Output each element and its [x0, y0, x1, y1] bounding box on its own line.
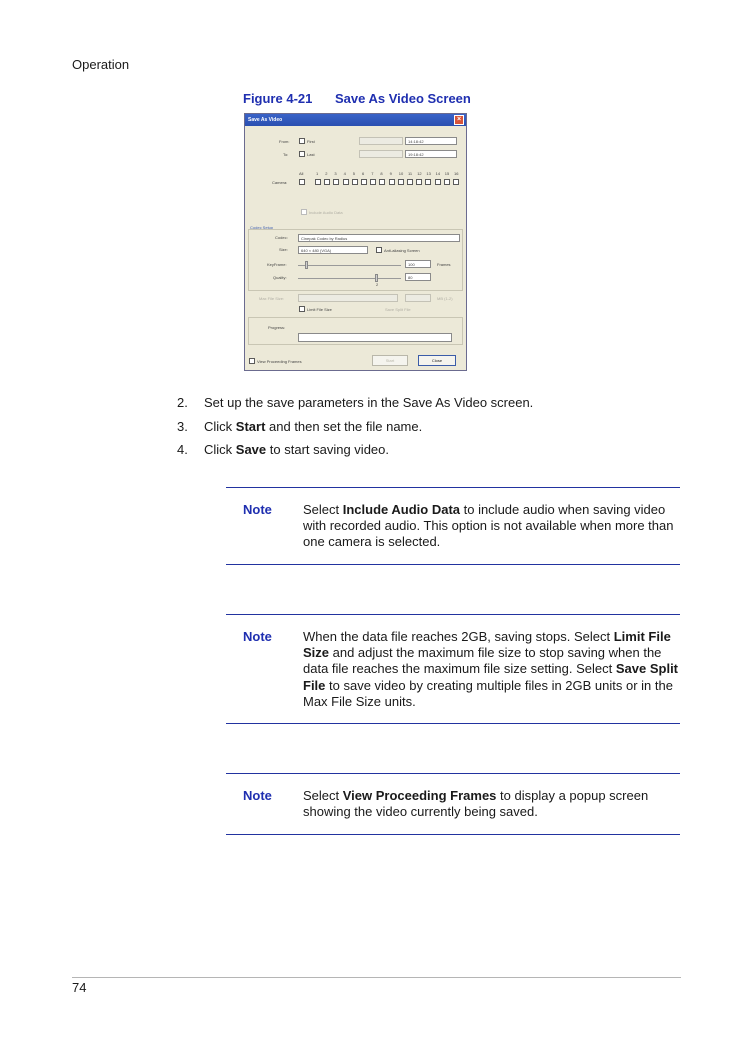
include-audio-label: Include Audio Data — [309, 210, 343, 215]
step-number: 3. — [177, 418, 188, 434]
close-button[interactable]: Close — [418, 355, 456, 366]
camera-number-label: 5 — [352, 171, 356, 176]
codec-select[interactable] — [298, 234, 460, 242]
from-date-field[interactable] — [359, 137, 403, 145]
camera-number-label: 1 — [316, 171, 319, 176]
dialog-title: Save As Video — [248, 117, 283, 123]
quality-slider-mark: 2 — [376, 282, 379, 287]
quality-field[interactable] — [405, 273, 431, 281]
note-text: When the data file reaches 2GB, saving stops. Select Limit File Size and adjust the maximum file size to stop saving when the data file reaches the maximum file size setting. Select Save Split File to save video by creating multiple files in 2GB units or in the Max File Size units. — [303, 629, 679, 709]
camera-number-label: 9 — [389, 171, 392, 176]
camera-number-label: 16 — [454, 171, 459, 176]
figure-caption — [243, 91, 471, 106]
quality-label: Quality: — [273, 275, 287, 280]
dialog-titlebar — [245, 114, 466, 126]
camera-number-label: 7 — [371, 171, 374, 176]
codec-setup-label: Codec Setup — [250, 225, 274, 230]
camera-checkbox[interactable] — [324, 179, 330, 185]
camera-checkbox[interactable] — [435, 179, 441, 185]
view-proceeding-label: View Proceeding Frames — [257, 359, 302, 364]
camera-checkbox[interactable] — [361, 179, 367, 185]
note-file-size — [226, 614, 680, 724]
mb-label: MB (1-2) — [437, 296, 453, 301]
first-label: First — [307, 139, 315, 144]
frames-label: Frames — [437, 262, 451, 267]
step-text: Click Start and then set the file name. — [204, 418, 423, 434]
max-file-size-field[interactable] — [405, 294, 431, 302]
last-checkbox[interactable] — [299, 151, 305, 157]
camera-checkbox[interactable] — [370, 179, 376, 185]
size-label: Size: — [279, 247, 288, 252]
close-icon[interactable]: × — [454, 115, 464, 125]
camera-checkbox[interactable] — [389, 179, 395, 185]
progress-bar — [298, 333, 452, 342]
size-value: 640 × 480 (VGA) — [301, 248, 332, 253]
to-date-field[interactable] — [359, 150, 403, 158]
note-text: Select View Proceeding Frames to display a popup screen showing the video currently being saved. — [303, 788, 649, 820]
progress-label: Progress: — [268, 325, 286, 330]
camera-number-label: 10 — [398, 171, 404, 176]
camera-checkbox[interactable] — [407, 179, 413, 185]
camera-checkbox[interactable] — [398, 179, 404, 185]
quality-slider[interactable] — [298, 278, 401, 279]
camera-checkbox[interactable] — [379, 179, 385, 185]
note-label: Note — [243, 629, 272, 644]
camera-label: Camera: — [272, 180, 288, 185]
quality-slider-thumb[interactable] — [375, 274, 378, 282]
note-label: Note — [243, 502, 272, 517]
step-item — [177, 415, 533, 439]
to-time-field[interactable] — [405, 150, 457, 158]
step-number: 2. — [177, 395, 188, 410]
camera-number-label: 8 — [380, 171, 383, 176]
camera-checkbox[interactable] — [425, 179, 431, 185]
step-item — [177, 438, 533, 462]
step-item — [177, 391, 533, 415]
note-text: Select Include Audio Data to include audio when saving video with recorded audio. This option is not available when more than one camera is selected. — [303, 502, 674, 550]
limit-file-size-checkbox[interactable] — [299, 306, 305, 312]
keyframe-slider-thumb[interactable] — [305, 261, 308, 269]
camera-number-label: 4 — [343, 171, 346, 176]
camera-all-checkbox[interactable] — [299, 179, 305, 185]
camera-number-label: 2 — [325, 171, 328, 176]
from-time-field[interactable] — [405, 137, 457, 145]
last-label: Last — [307, 152, 315, 157]
camera-checkbox[interactable] — [416, 179, 422, 185]
camera-checkbox[interactable] — [444, 179, 450, 185]
page-number: 74 — [72, 980, 87, 995]
anti-aliasing-checkbox[interactable] — [376, 247, 382, 253]
size-select[interactable] — [298, 246, 368, 254]
to-time-value: 19:18:42 — [408, 152, 424, 157]
note-include-audio — [226, 487, 680, 565]
max-file-size-slider[interactable] — [298, 294, 398, 302]
save-as-video-dialog — [244, 113, 467, 371]
camera-number-label: 11 — [408, 171, 413, 176]
footer-divider — [72, 977, 681, 978]
keyframe-field[interactable] — [405, 260, 431, 268]
start-button[interactable]: Start — [372, 355, 408, 366]
note-label: Note — [243, 788, 272, 803]
camera-checkbox[interactable] — [315, 179, 321, 185]
codec-value: Cinepak Codec by Radius — [301, 236, 348, 241]
keyframe-label: KeyFrame: — [267, 262, 287, 267]
camera-checkbox[interactable] — [343, 179, 349, 185]
camera-checkbox[interactable] — [352, 179, 358, 185]
max-file-size-label: Max File Size: — [259, 296, 285, 301]
step-text: Set up the save parameters in the Save As Video screen. — [204, 395, 534, 410]
first-checkbox[interactable] — [299, 138, 305, 144]
include-audio-checkbox[interactable] — [301, 209, 307, 215]
save-split-file-label: Save Split File — [385, 307, 411, 312]
to-label: To: — [283, 152, 289, 157]
note-view-proceeding — [226, 773, 680, 835]
quality-value: 80 — [408, 275, 413, 280]
section-header: Operation — [72, 57, 130, 72]
camera-all-label: All — [299, 171, 304, 176]
step-text: Click Save to start saving video. — [204, 442, 389, 457]
figure-number: Figure 4-21 — [243, 91, 313, 106]
camera-number-label: 14 — [435, 171, 441, 176]
keyframe-slider[interactable] — [298, 265, 401, 266]
codec-label: Codec: — [275, 235, 288, 240]
camera-number-label: 3 — [334, 171, 337, 176]
steps-list — [177, 391, 533, 462]
keyframe-value: 100 — [408, 262, 415, 267]
step-number: 4. — [177, 442, 188, 457]
camera-number-label: 6 — [362, 171, 365, 176]
anti-aliasing-label: Anti-aliasing Screen — [384, 248, 420, 253]
camera-number-label: 12 — [417, 171, 422, 176]
camera-checkbox[interactable] — [453, 179, 459, 185]
camera-number-label: 15 — [444, 171, 450, 176]
camera-number-label: 13 — [426, 171, 431, 176]
from-label: From: — [279, 139, 290, 144]
limit-file-size-label: Limit File Size — [307, 307, 332, 312]
camera-checkbox[interactable] — [333, 179, 339, 185]
view-proceeding-checkbox[interactable] — [249, 358, 255, 364]
figure-title: Save As Video Screen — [335, 91, 471, 106]
from-time-value: 14:18:42 — [408, 139, 424, 144]
